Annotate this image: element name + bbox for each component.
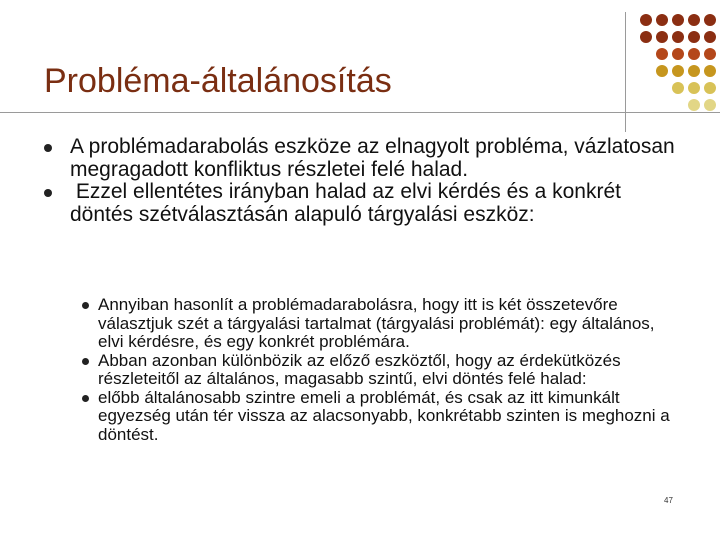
decor-dot [656,82,668,94]
decor-dot [688,48,700,60]
decor-dot [640,82,652,94]
sub-bullet-item [82,296,682,352]
decor-dot [672,65,684,77]
decor-dot [672,82,684,94]
sub-bullet-dot [82,358,89,365]
bullet-item [44,181,684,226]
decor-dot [656,31,668,43]
decor-dot [672,99,684,111]
decor-dot [704,65,716,77]
sub-bullet-item [82,389,682,445]
decor-dot [656,48,668,60]
decor-dot [688,31,700,43]
decor-dot [640,65,652,77]
bullet-dot [44,189,52,197]
title-divider [0,112,720,113]
sub-bullet-text: Annyiban hasonlít a problémadarabolásra, hogy itt is két összetevőre választjuk szét a tárgyalási tartalmat (tárgyalási problémát): egy általános, elvi kérdésre, és egy konkrét problémára. [98,295,655,351]
decor-dot [656,65,668,77]
vertical-divider [625,12,626,132]
decor-dot [640,48,652,60]
decor-dot [656,14,668,26]
sub-bullet-text: Abban azonban különbözik az előző eszköztől, hogy az érdekütközés részleteitől az általános, magasabb szintű, elvi döntés felé halad: [98,350,621,388]
sub-bullet-item [82,352,682,389]
bullet-item [44,136,684,181]
decor-dot [688,99,700,111]
sub-bullet-text: előbb általánosabb szintre emeli a problémát, és csak az itt kimunkált egyezség után tér vissza az alacsonyabb, konkrétabb szinten is meghozni a döntést. [98,387,670,444]
sub-bullet-list [82,296,682,444]
sub-bullet-dot [82,395,89,402]
bullet-text: A problémadarabolás eszköze az elnagyolt probléma, vázlatosan megragadott konfliktus részletei felé halad. [70,135,675,181]
decor-dot [704,48,716,60]
decor-dot [688,82,700,94]
sub-bullet-dot [82,302,89,309]
decor-dot [640,99,652,111]
decor-dot [640,31,652,43]
decor-dot [672,31,684,43]
decor-dot [704,99,716,111]
bullet-list [44,136,684,226]
decor-dot [672,48,684,60]
decor-dot [688,14,700,26]
slide-title: Probléma-általánosítás [44,62,392,100]
decor-dot [704,14,716,26]
bullet-text: Ezzel ellentétes irányban halad az elvi kérdés és a konkrét döntés szétválasztásán alapuló tárgyalási eszköz: [70,180,627,226]
page-number: 47 [664,496,673,505]
decor-dot [656,99,668,111]
decor-dot [672,14,684,26]
decor-dot [704,31,716,43]
dot-grid-decoration [640,14,716,111]
decor-dot [704,82,716,94]
decor-dot [640,14,652,26]
bullet-dot [44,144,52,152]
decor-dot [688,65,700,77]
